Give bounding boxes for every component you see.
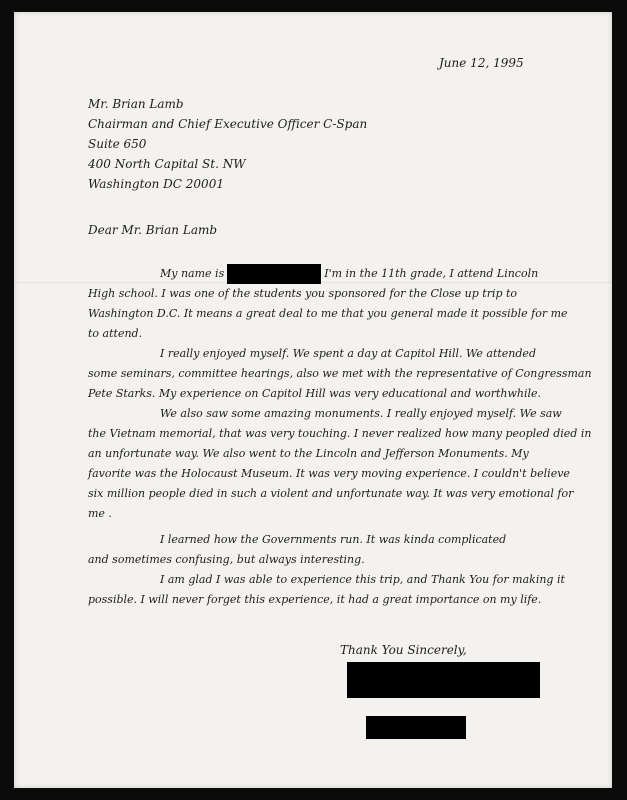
paragraph-3-line-1: We also saw some amazing monuments. I really enjoyed myself. We saw [160,407,562,420]
paragraph-3-line-5: six million people died in such a violent and unfortunate way. It was very emotional for [88,487,574,500]
letter-date: June 12, 1995 [439,56,524,70]
paragraph-1-line-2: High school. I was one of the students you sponsored for the Close up trip to [88,287,518,300]
recipient-street: 400 North Capital St. NW [88,157,246,171]
letter-page [14,12,612,788]
paragraph-1-line-1 [88,264,560,284]
recipient-title: Chairman and Chief Executive Officer C-Span [88,117,368,131]
salutation: Dear Mr. Brian Lamb [88,223,218,237]
paragraph-5-line-1: I am glad I was able to experience this trip, and Thank You for making it [160,573,565,586]
paragraph-2-line-2: some seminars, committee hearings, also we met with the representative of Congressman [88,367,592,380]
p1-grade-text: I'm in the 11th grade, I attend Lincoln [324,267,539,280]
paragraph-1-line-3: Washington D.C. It means a great deal to me that you general made it possible for me [88,307,568,320]
paragraph-2-line-1: I really enjoyed myself. We spent a day at Capitol Hill. We attended [160,347,536,360]
letter-closing: Thank You Sincerely, [340,643,467,657]
paragraph-4-line-2: and sometimes confusing, but always interesting. [88,553,365,566]
redacted-student-name [227,264,321,284]
recipient-address [88,94,367,194]
paragraph-2-line-3: Pete Starks. My experience on Capitol Hill was very educational and worthwhile. [88,387,542,400]
paragraph-5-line-2: possible. I will never forget this experience, it had a great importance on my life. [88,593,542,606]
paragraph-4-line-1: I learned how the Governments run. It was kinda complicated [160,533,507,546]
paragraph-1-line-4: to attend. [88,327,143,340]
redacted-signature [347,662,540,698]
paragraph-3-line-2: the Vietnam memorial, that was very touching. I never realized how many peopled died in [88,427,592,440]
recipient-suite: Suite 650 [88,137,147,151]
letter-body [88,264,592,610]
p1-name-intro: My name is [160,267,225,280]
recipient-name: Mr. Brian Lamb [88,97,184,111]
redacted-printed-name [366,716,466,739]
paragraph-3-line-4: favorite was the Holocaust Museum. It was very moving experience. I couldn't believe [88,467,570,480]
paragraph-3-line-3: an unfortunate way. We also went to the Lincoln and Jefferson Monuments. My [88,447,529,460]
paragraph-3-line-6: me . [88,507,112,520]
recipient-city: Washington DC 20001 [88,177,224,191]
